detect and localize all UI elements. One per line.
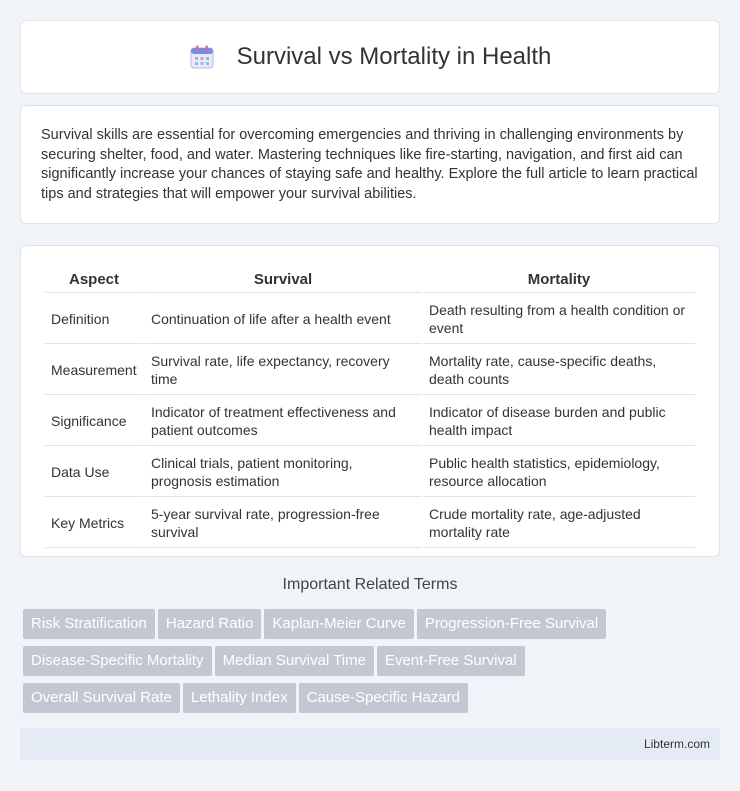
- column-header-mortality: Mortality: [423, 268, 695, 293]
- table-cell: Data Use: [45, 448, 143, 497]
- header-card: [20, 20, 720, 94]
- table-cell: Public health statistics, epidemiology, resource allocation: [423, 448, 695, 497]
- table-cell: Significance: [45, 397, 143, 446]
- related-term-tag[interactable]: Lethality Index: [183, 683, 296, 713]
- related-term-tag[interactable]: Median Survival Time: [215, 646, 374, 676]
- related-term-tag[interactable]: Risk Stratification: [23, 609, 155, 639]
- table-cell: Continuation of life after a health event: [145, 295, 421, 344]
- related-term-tag[interactable]: Progression-Free Survival: [417, 609, 606, 639]
- related-term-tag[interactable]: Event-Free Survival: [377, 646, 525, 676]
- related-term-tag[interactable]: Disease-Specific Mortality: [23, 646, 212, 676]
- related-terms-title: Important Related Terms: [282, 576, 458, 593]
- table-cell: Key Metrics: [45, 499, 143, 548]
- table-cell: Clinical trials, patient monitoring, prognosis estimation: [145, 448, 421, 497]
- related-term-tag[interactable]: Kaplan-Meier Curve: [264, 609, 413, 639]
- table-cell: Indicator of treatment effectiveness and patient outcomes: [145, 397, 421, 446]
- table-row: [45, 448, 695, 497]
- table-cell: Measurement: [45, 346, 143, 395]
- related-term-tag[interactable]: Hazard Ratio: [158, 609, 262, 639]
- table-row: [45, 499, 695, 548]
- table-header-row: [45, 268, 695, 293]
- comparison-table-card: [20, 245, 720, 557]
- intro-card: [20, 105, 720, 224]
- footer: [20, 728, 720, 760]
- comparison-table: [43, 266, 697, 550]
- related-term-tag[interactable]: Cause-Specific Hazard: [299, 683, 468, 713]
- table-cell: Mortality rate, cause-specific deaths, death counts: [423, 346, 695, 395]
- calendar-icon: [189, 44, 215, 70]
- table-cell: Definition: [45, 295, 143, 344]
- intro-text: Survival skills are essential for overcoming emergencies and thriving in challenging environments by securing shelter, food, and water. Mastering techniques like fire-starting, navigation, and first aid can significantly increase your chances of staying safe and healthy. Explore the full article to learn practical tips and strategies that will empower your survival abilities.: [41, 127, 698, 202]
- related-term-tag[interactable]: Overall Survival Rate: [23, 683, 180, 713]
- table-cell: 5-year survival rate, progression-free survival: [145, 499, 421, 548]
- table-cell: Survival rate, life expectancy, recovery time: [145, 346, 421, 395]
- table-cell: Death resulting from a health condition or event: [423, 295, 695, 344]
- related-terms-list: [23, 609, 723, 720]
- footer-site-link[interactable]: Libterm.com: [643, 737, 710, 751]
- column-header-survival: Survival: [145, 268, 421, 293]
- page-title: Survival vs Mortality in Health: [236, 43, 552, 70]
- table-row: [45, 346, 695, 395]
- table-cell: Crude mortality rate, age-adjusted mortality rate: [423, 499, 695, 548]
- column-header-aspect: Aspect: [45, 268, 143, 293]
- table-cell: Indicator of disease burden and public health impact: [423, 397, 695, 446]
- table-row: [45, 397, 695, 446]
- table-row: [45, 295, 695, 344]
